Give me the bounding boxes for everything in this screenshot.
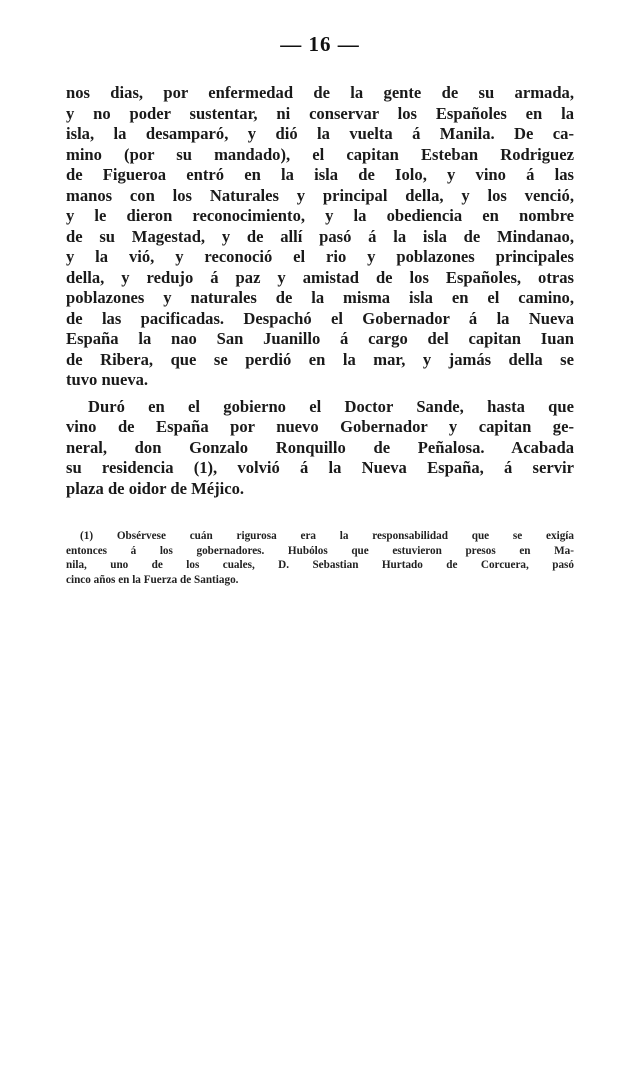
text-line: de Ribera, que se perdió en la mar, y jamás della se xyxy=(66,349,574,369)
page-number: — 16 — xyxy=(280,32,360,56)
text-line: mino (por su mandado), el capitan Esteban Rodriguez xyxy=(66,144,574,164)
text-line: isla, la desamparó, y dió la vuelta á Manila. De ca- xyxy=(66,124,574,143)
text-line: de su Magestad, y de allí pasó á la isla de Mindanao, xyxy=(66,226,574,246)
text-line: manos con los Naturales y principal della, y los venció, xyxy=(66,185,574,205)
footnote-line: entonces á los gobernadores. Hubólos que estuvieron presos en Ma- xyxy=(66,544,574,557)
text-line: della, y redujo á paz y amistad de los Españoles, otras xyxy=(66,267,574,287)
text-line: tuvo nueva. xyxy=(66,370,149,389)
text-line: y le dieron reconocimiento, y la obediencia en nombre xyxy=(66,206,574,225)
text-line: Duró en el gobierno el Doctor Sande, hasta que xyxy=(88,396,574,416)
book-page xyxy=(66,32,574,587)
paragraph-2 xyxy=(66,397,574,500)
text-line: de las pacificadas. Despachó el Gobernador á la Nueva xyxy=(66,308,574,328)
footnote-line: (1) Obsérvese cuán rigurosa era la responsabilidad que se exigía xyxy=(80,530,574,542)
text-line: de Figueroa entró en la isla de Iolo, y vino á las xyxy=(66,165,574,184)
text-line: y no poder sustentar, ni conservar los Españoles en la xyxy=(66,103,574,123)
text-line: poblazones y naturales de la misma isla en el camino, xyxy=(66,288,574,307)
text-line: España la nao San Juanillo á cargo del capitan Iuan xyxy=(66,329,574,348)
paragraph-1 xyxy=(66,83,574,391)
text-line: plaza de oidor de Méjico. xyxy=(66,478,245,498)
footnote xyxy=(66,529,574,587)
footnote-line: cinco años en la Fuerza de Santiago. xyxy=(66,573,239,586)
footnote-line: nila, uno de los cuales, D. Sebastian Hurtado de Corcuera, pasó xyxy=(66,559,574,571)
text-line: neral, don Gonzalo Ronquillo de Peñalosa. Acabada xyxy=(66,437,574,457)
text-line: vino de España por nuevo Gobernador y capitan ge- xyxy=(66,417,574,436)
text-line: su residencia (1), volvió á la Nueva España, á servir xyxy=(66,458,574,477)
text-line: nos dias, por enfermedad de la gente de su armada, xyxy=(66,83,574,102)
text-line: y la vió, y reconoció el rio y poblazones principales xyxy=(66,247,574,266)
